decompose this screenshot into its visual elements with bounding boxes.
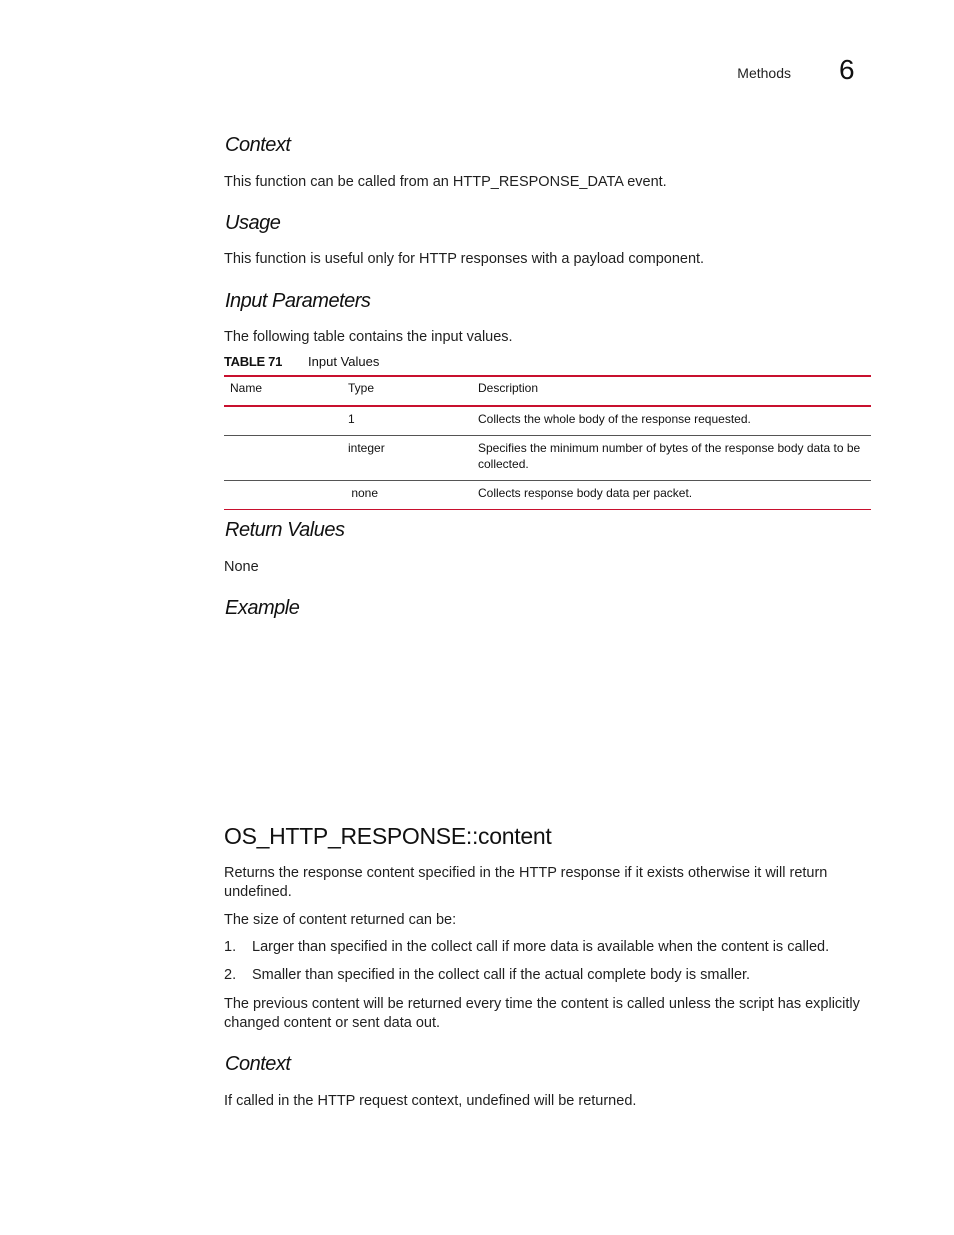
cell-type: integer — [342, 436, 472, 481]
table-header-row — [224, 376, 871, 406]
return-values-heading: Return Values — [225, 519, 345, 541]
context-heading-2: Context — [225, 1053, 291, 1075]
method-title: OS_HTTP_RESPONSE::content — [224, 823, 552, 849]
table-row — [224, 481, 871, 510]
size-intro: The size of content returned can be: — [224, 912, 457, 928]
column-header-description: Description — [472, 376, 871, 406]
context-text-2: If called in the HTTP request context, undefined will be returned. — [224, 1093, 637, 1109]
context-heading: Context — [225, 134, 291, 156]
usage-heading: Usage — [225, 212, 281, 234]
input-parameters-text: The following table contains the input values. — [224, 329, 513, 345]
list-item — [224, 939, 872, 955]
context-text: This function can be called from an HTTP_RESPONSE_DATA event. — [224, 174, 667, 190]
example-heading: Example — [225, 597, 300, 619]
table-title: Input Values — [308, 354, 380, 369]
cell-type: 1 — [342, 406, 472, 436]
cell-name — [224, 436, 342, 481]
previous-content-note: The previous content will be returned every time the content is called unless the script has explicitly changed content or sent data out. — [224, 996, 860, 1031]
table-caption — [224, 354, 379, 369]
column-header-name: Name — [224, 376, 342, 406]
return-values-text: None — [224, 559, 259, 575]
cell-description: Collects response body data per packet. — [472, 481, 871, 510]
cell-name — [224, 481, 342, 510]
list-item — [224, 967, 872, 983]
cell-description: Specifies the minimum number of bytes of the response body data to be collected. — [472, 436, 871, 481]
usage-text: This function is useful only for HTTP responses with a payload component. — [224, 251, 705, 267]
list-text: Larger than specified in the collect call if more data is available when the content is called. — [252, 939, 830, 955]
list-number: 1. — [224, 939, 237, 955]
list-text: Smaller than specified in the collect call if the actual complete body is smaller. — [252, 967, 751, 983]
table-row — [224, 406, 871, 436]
cell-type: none — [342, 481, 472, 510]
method-intro: Returns the response content specified in the HTTP response if it exists otherwise it will return undefined. — [224, 865, 828, 900]
input-parameters-heading: Input Parameters — [225, 290, 371, 312]
table-label: TABLE 71 — [224, 354, 283, 369]
list-number: 2. — [224, 967, 237, 983]
column-header-type: Type — [342, 376, 472, 406]
chapter-number: 6 — [839, 54, 855, 85]
cell-name — [224, 406, 342, 436]
table-row — [224, 436, 871, 481]
input-values-table — [224, 375, 871, 510]
cell-description: Collects the whole body of the response requested. — [472, 406, 871, 436]
running-head: Methods — [737, 65, 791, 81]
